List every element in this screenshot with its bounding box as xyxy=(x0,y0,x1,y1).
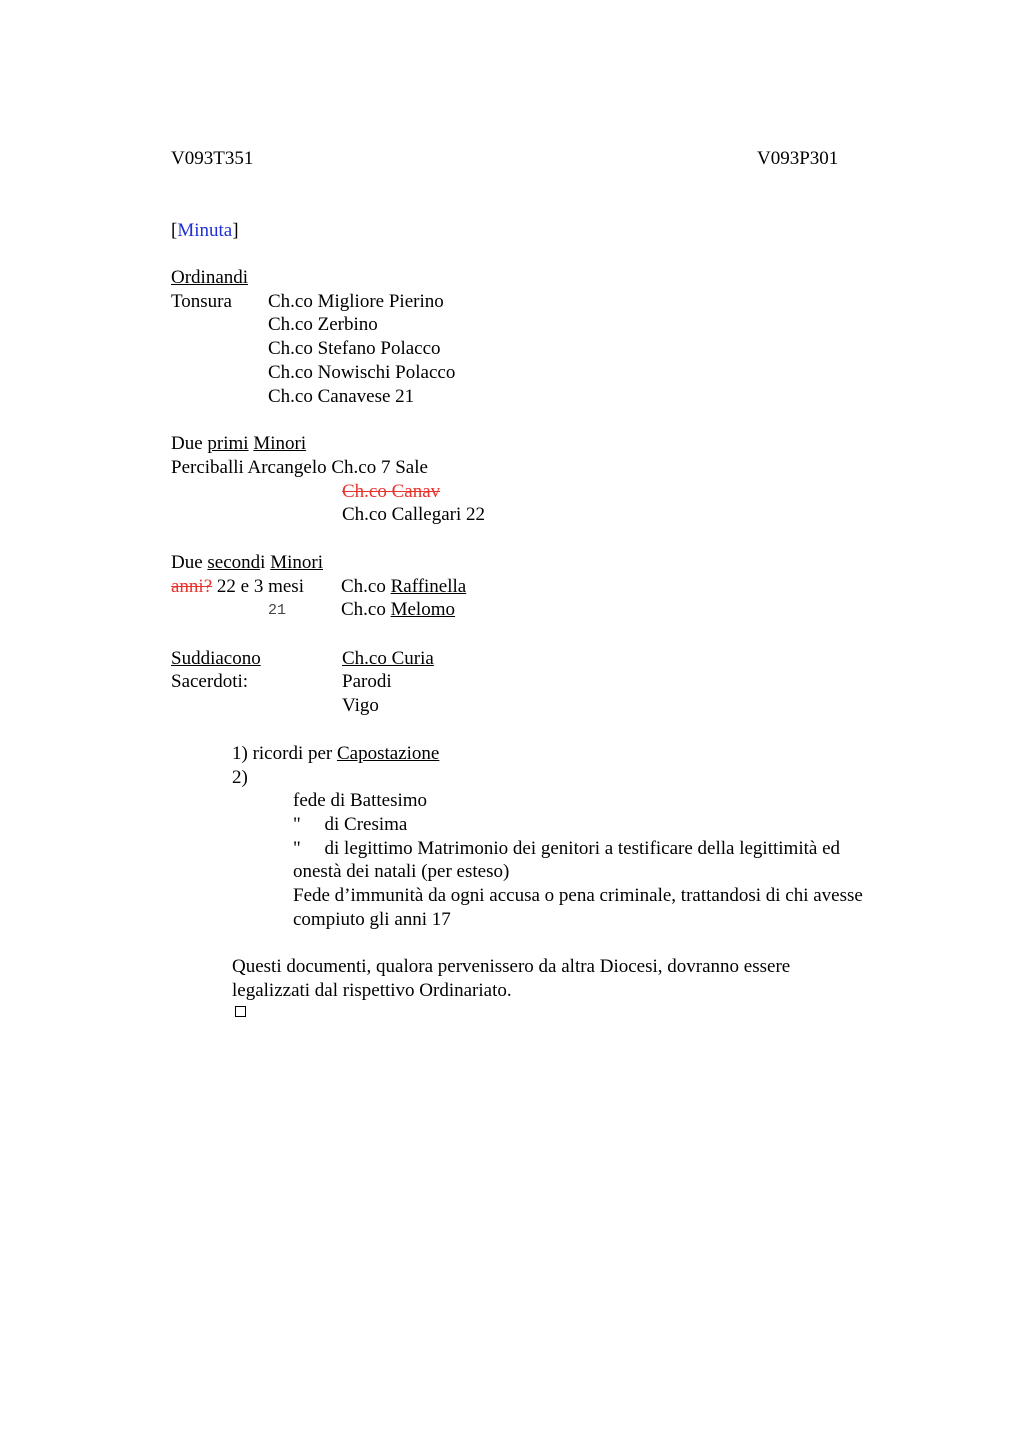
note-text: 1) ricordi per xyxy=(232,743,337,764)
sacerdoti-name: Parodi xyxy=(342,671,392,692)
heading-word: Due xyxy=(171,433,208,454)
secondi-minori-name xyxy=(341,577,466,596)
heading-word: second xyxy=(207,552,261,573)
heading-word: Due xyxy=(171,552,208,573)
checkbox-icon xyxy=(235,1006,246,1017)
tonsura-name: Ch.co Migliore Pierino xyxy=(268,291,444,312)
sacerdoti-name: Vigo xyxy=(342,695,379,716)
suddiacono-name: Ch.co Curia xyxy=(342,648,434,669)
primi-minori-heading xyxy=(171,434,306,453)
tonsura-name: Ch.co Stefano Polacco xyxy=(268,338,441,359)
tonsura-name: Ch.co Zerbino xyxy=(268,314,378,335)
document-code-right: V093P301 xyxy=(757,148,839,169)
document-requirement: Fede d’immunità da ogni accusa o pena criminale, trattandosi di chi avesse xyxy=(293,885,863,906)
document-requirement: onestà dei natali (per esteso) xyxy=(293,861,510,882)
document-requirement: " di legittimo Matrimonio dei genitori a testificare della legittimità ed xyxy=(293,838,841,859)
name-word: Melomo xyxy=(390,599,455,620)
document-requirement: " di Cresima xyxy=(293,814,408,835)
heading-word: i xyxy=(260,552,266,573)
note-item-2: 2) xyxy=(232,767,248,788)
note-word: Capostazione xyxy=(336,743,440,764)
closing-line: legalizzati dal rispettivo Ordinariato. xyxy=(232,980,512,1001)
secondi-minori-heading xyxy=(171,553,323,572)
secondi-minori-name xyxy=(341,600,455,619)
close-bracket: ] xyxy=(232,220,239,241)
closing-line: Questi documenti, qualora pervenissero da altra Diocesi, dovranno essere xyxy=(232,956,791,977)
heading-word: primi xyxy=(207,433,249,454)
minuta-word: Minuta xyxy=(177,220,233,241)
tonsura-name: Ch.co Nowischi Polacco xyxy=(268,362,456,383)
primi-minori-row: Ch.co Callegari 22 xyxy=(342,504,485,525)
ordinandi-heading: Ordinandi xyxy=(171,267,249,288)
sacerdoti-label: Sacerdoti: xyxy=(171,671,249,692)
name-word: Raffinella xyxy=(390,576,467,597)
struck-entry: Ch.co Canav xyxy=(342,481,441,502)
age-text: 22 e 3 mesi xyxy=(212,576,304,597)
tonsura-label: Tonsura xyxy=(171,291,232,312)
heading-word: Minori xyxy=(253,433,307,454)
document-code-left: V093T351 xyxy=(171,148,254,169)
open-bracket: [ xyxy=(171,220,178,241)
tonsura-name: Ch.co Canavese 21 xyxy=(268,386,415,407)
suddiacono-label: Suddiacono xyxy=(171,648,261,669)
name-prefix: Ch.co xyxy=(341,576,391,597)
struck-entry: anni? xyxy=(171,576,213,597)
primi-minori-row: Perciballi Arcangelo Ch.co 7 Sale xyxy=(171,457,428,478)
name-prefix: Ch.co xyxy=(341,599,391,620)
document-requirement: fede di Battesimo xyxy=(293,790,428,811)
note-item-1 xyxy=(232,744,439,763)
secondi-minori-age: 21 xyxy=(268,602,287,619)
minuta-label xyxy=(171,221,239,240)
secondi-minori-age xyxy=(171,577,304,596)
document-requirement: compiuto gli anni 17 xyxy=(293,909,451,930)
heading-word: Minori xyxy=(270,552,323,573)
